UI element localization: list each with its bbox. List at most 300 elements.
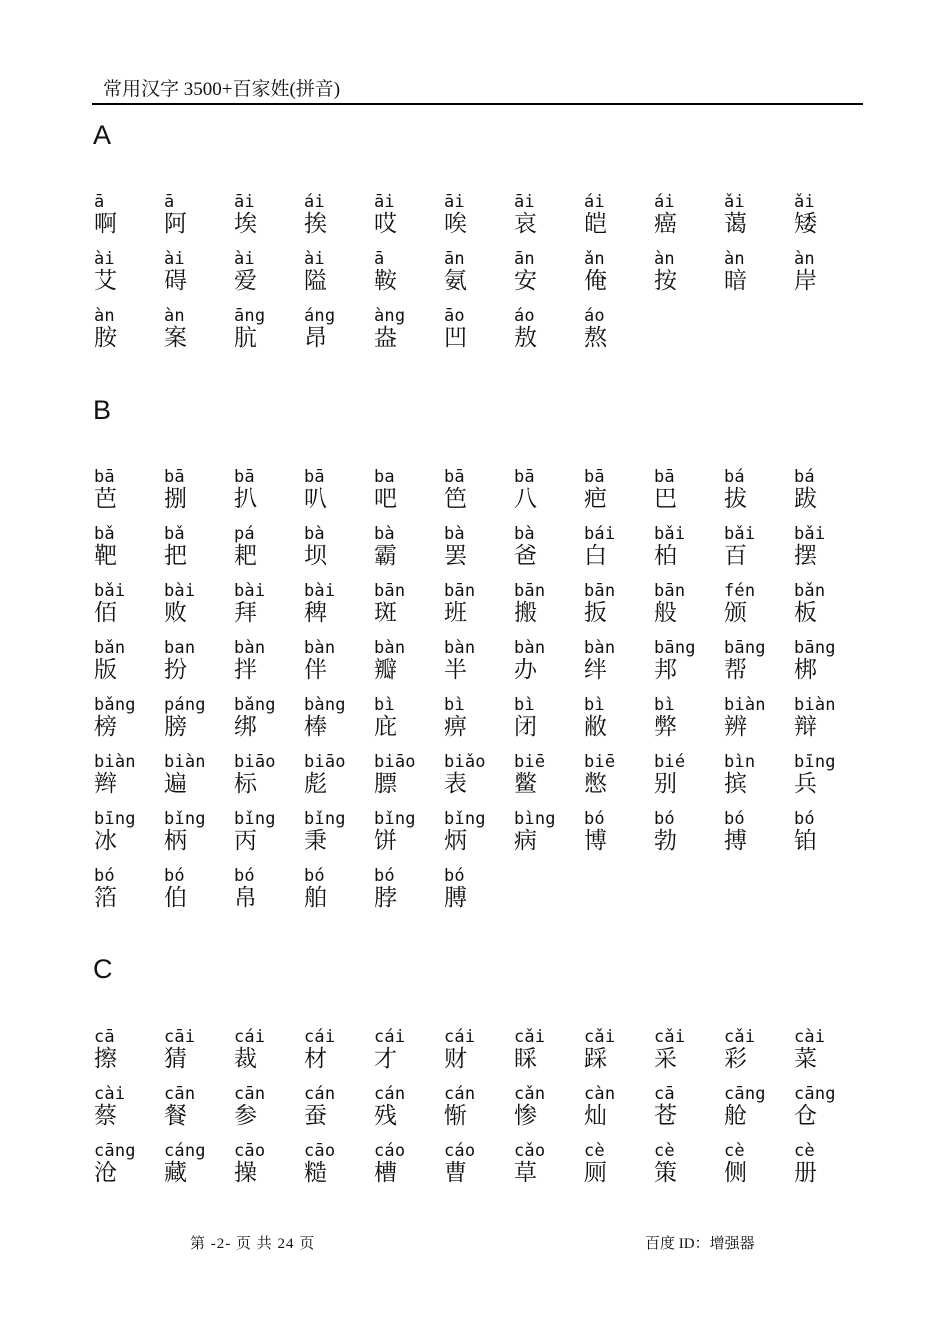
hanzi-character: 踩 [584,1046,607,1072]
hanzi-character: 扳 [584,600,607,626]
hanzi-character: 采 [654,1046,677,1072]
pinyin-label: bó [304,866,325,886]
character-entry [514,1142,584,1199]
pinyin-label: biāo [304,752,346,772]
pinyin-label: ba [374,467,395,487]
pinyin-label: bì [374,695,395,715]
character-entry [584,639,654,696]
pinyin-label: bà [374,524,395,544]
character-entry [374,810,444,867]
hanzi-character: 巴 [654,486,677,512]
hanzi-character: 辨 [724,714,747,740]
character-entry [304,1028,374,1085]
pinyin-label: bān [584,581,616,601]
hanzi-character: 敖 [514,325,537,351]
pinyin-label: bǎn [94,638,126,658]
hanzi-character: 榜 [94,714,117,740]
character-entry [94,810,164,867]
character-entry [304,696,374,753]
character-entry [584,193,654,250]
pinyin-label: bài [234,581,266,601]
character-entry [234,525,304,582]
character-entry [374,1028,444,1085]
pinyin-label: áo [584,306,605,326]
pinyin-label: àng [374,306,406,326]
hanzi-character: 板 [794,600,817,626]
character-entry [374,468,444,525]
hanzi-character: 疤 [584,486,607,512]
pinyin-label: àn [654,249,675,269]
character-entry [304,810,374,867]
hanzi-character: 别 [654,771,677,797]
hanzi-character: 案 [164,325,187,351]
pinyin-label: bǐng [234,809,276,829]
pinyin-label: bǎi [94,581,126,601]
hanzi-character: 搬 [514,600,537,626]
hanzi-character: 彪 [304,771,327,797]
character-entry [794,193,864,250]
pinyin-label: bīng [794,752,836,772]
pinyin-label: bìng [514,809,556,829]
character-entry [374,1142,444,1199]
character-entry [724,582,794,639]
pinyin-label: càn [584,1084,616,1104]
hanzi-character: 班 [444,600,467,626]
section-letter-a: A [93,120,112,150]
pinyin-label: bǐng [164,809,206,829]
hanzi-character: 艾 [94,268,117,294]
character-entry [234,810,304,867]
pinyin-label: ài [94,249,115,269]
pinyin-label: bǎng [94,695,136,715]
hanzi-character: 材 [304,1046,327,1072]
pinyin-label: cè [794,1141,815,1161]
pinyin-label: ái [584,192,605,212]
hanzi-character: 草 [514,1160,537,1186]
character-entry [584,1028,654,1085]
hanzi-character: 盎 [374,325,397,351]
hanzi-character: 餐 [164,1103,187,1129]
pinyin-label: cè [584,1141,605,1161]
character-entry [514,307,584,364]
character-entry [654,193,724,250]
character-entry [444,525,514,582]
hanzi-character: 册 [794,1160,817,1186]
character-entry [304,307,374,364]
hanzi-character: 才 [374,1046,397,1072]
pinyin-label: bié [654,752,686,772]
hanzi-character: 彩 [724,1046,747,1072]
character-entry [444,696,514,753]
pinyin-label: bì [584,695,605,715]
hanzi-character: 叭 [304,486,327,512]
pinyin-label: cāng [94,1141,136,1161]
character-entry [584,468,654,525]
hanzi-character: 伴 [304,657,327,683]
pinyin-label: bǐng [304,809,346,829]
character-entry [794,753,864,810]
pinyin-label: bó [794,809,815,829]
hanzi-character: 铂 [794,828,817,854]
character-entry [304,753,374,810]
pinyin-label: bā [164,467,185,487]
hanzi-character: 半 [444,657,467,683]
pinyin-label: bà [514,524,535,544]
hanzi-character: 表 [444,771,467,797]
character-entry [304,468,374,525]
character-entry [234,1085,304,1142]
character-entry [584,525,654,582]
character-entry [164,753,234,810]
pinyin-label: bó [374,866,395,886]
pinyin-label: bǎi [794,524,826,544]
hanzi-character: 膊 [444,885,467,911]
character-entry [794,468,864,525]
hanzi-character: 勃 [654,828,677,854]
hanzi-character: 哎 [374,211,397,237]
pinyin-label: bǐng [374,809,416,829]
pinyin-label: bǎ [164,524,185,544]
hanzi-character: 吧 [374,486,397,512]
pinyin-label: bài [304,581,336,601]
character-entry [374,753,444,810]
hanzi-character: 膀 [164,714,187,740]
pinyin-label: biē [584,752,616,772]
pinyin-label: cè [654,1141,675,1161]
hanzi-character: 辩 [794,714,817,740]
character-entry [724,810,794,867]
hanzi-character: 柄 [164,828,187,854]
pinyin-label: bàn [444,638,476,658]
section-letter-c: C [93,954,113,984]
character-entry [514,753,584,810]
character-entry [724,1028,794,1085]
hanzi-character: 糙 [304,1160,327,1186]
character-entry [234,250,304,307]
hanzi-character: 八 [514,486,537,512]
hanzi-character: 裁 [234,1046,257,1072]
pinyin-label: bǐng [444,809,486,829]
hanzi-character: 稗 [304,600,327,626]
pinyin-label: cái [444,1027,476,1047]
hanzi-character: 遍 [164,771,187,797]
hanzi-character: 厕 [584,1160,607,1186]
hanzi-character: 敝 [584,714,607,740]
pinyin-label: cài [94,1084,126,1104]
pinyin-label: cǎi [514,1027,546,1047]
pinyin-label: cái [374,1027,406,1047]
hanzi-character: 棒 [304,714,327,740]
hanzi-character: 膘 [374,771,397,797]
character-entry [654,639,724,696]
hanzi-character: 辫 [94,771,117,797]
hanzi-character: 猜 [164,1046,187,1072]
pinyin-label: bā [654,467,675,487]
pinyin-label: cǎn [514,1084,546,1104]
pinyin-label: āi [234,192,255,212]
hanzi-character: 帮 [724,657,747,683]
character-entry [94,867,164,924]
hanzi-character: 把 [164,543,187,569]
pinyin-label: ài [304,249,325,269]
pinyin-label: ài [164,249,185,269]
character-entry [514,582,584,639]
hanzi-character: 败 [164,600,187,626]
character-entry [724,525,794,582]
hanzi-character: 白 [584,543,607,569]
hanzi-character: 秉 [304,828,327,854]
pinyin-label: āi [444,192,465,212]
hanzi-character: 绑 [234,714,257,740]
character-entry [374,639,444,696]
character-entry [724,753,794,810]
pinyin-label: āi [374,192,395,212]
pinyin-label: cā [94,1027,115,1047]
character-entry [94,1142,164,1199]
character-entry [654,753,724,810]
hanzi-character: 邦 [654,657,677,683]
pinyin-label: cāo [234,1141,266,1161]
pinyin-label: bǎng [234,695,276,715]
hanzi-character: 蔼 [724,211,747,237]
pinyin-label: bā [234,467,255,487]
character-grid-b [94,468,864,924]
hanzi-character: 残 [374,1103,397,1129]
pinyin-label: bó [94,866,115,886]
character-entry [374,250,444,307]
hanzi-character: 搏 [724,828,747,854]
hanzi-character: 伯 [164,885,187,911]
pinyin-label: cáo [374,1141,406,1161]
character-entry [234,639,304,696]
character-entry [444,582,514,639]
character-entry [514,810,584,867]
hanzi-character: 啊 [94,211,117,237]
character-entry [94,639,164,696]
hanzi-character: 跋 [794,486,817,512]
hanzi-character: 槽 [374,1160,397,1186]
hanzi-character: 安 [514,268,537,294]
character-entry [164,250,234,307]
character-entry [444,867,514,924]
pinyin-label: bó [654,809,675,829]
hanzi-character: 霸 [374,543,397,569]
character-entry [304,1142,374,1199]
character-entry [724,468,794,525]
pinyin-label: cái [304,1027,336,1047]
pinyin-label: bān [374,581,406,601]
pinyin-label: biàn [794,695,836,715]
character-entry [654,250,724,307]
hanzi-character: 岸 [794,268,817,294]
hanzi-character: 办 [514,657,537,683]
character-entry [794,250,864,307]
pinyin-label: bá [794,467,815,487]
pinyin-label: áo [514,306,535,326]
character-entry [514,468,584,525]
character-entry [584,1142,654,1199]
pinyin-label: bá [724,467,745,487]
pinyin-label: bàng [304,695,346,715]
character-entry [794,1028,864,1085]
pinyin-label: bàn [234,638,266,658]
character-entry [584,810,654,867]
pinyin-label: bó [234,866,255,886]
character-entry [584,250,654,307]
pinyin-label: bāng [654,638,696,658]
pinyin-label: bīng [94,809,136,829]
hanzi-character: 佰 [94,600,117,626]
character-entry [794,525,864,582]
hanzi-character: 病 [514,828,537,854]
pinyin-label: cǎi [654,1027,686,1047]
hanzi-character: 舱 [724,1103,747,1129]
character-entry [304,193,374,250]
character-entry [444,753,514,810]
hanzi-character: 蔡 [94,1103,117,1129]
pinyin-label: ǎi [794,192,815,212]
hanzi-character: 闭 [514,714,537,740]
character-entry [724,696,794,753]
hanzi-character: 耙 [234,543,257,569]
character-entry [234,468,304,525]
character-entry [164,639,234,696]
character-entry [794,810,864,867]
hanzi-character: 绊 [584,657,607,683]
character-entry [444,1085,514,1142]
character-entry [374,696,444,753]
hanzi-character: 策 [654,1160,677,1186]
hanzi-character: 灿 [584,1103,607,1129]
hanzi-character: 碍 [164,268,187,294]
character-entry [444,307,514,364]
character-entry [514,696,584,753]
character-entry [164,525,234,582]
character-entry [164,696,234,753]
character-entry [584,1085,654,1142]
character-entry [304,582,374,639]
pinyin-label: cā [654,1084,675,1104]
page-number: 第 -2- 页 共 24 页 [190,1236,316,1252]
hanzi-character: 丙 [234,828,257,854]
hanzi-character: 爸 [514,543,537,569]
pinyin-label: biāo [374,752,416,772]
hanzi-character: 舶 [304,885,327,911]
pinyin-label: bā [584,467,605,487]
pinyin-label: bān [654,581,686,601]
hanzi-character: 冰 [94,828,117,854]
pinyin-label: áng [304,306,336,326]
pinyin-label: biàn [724,695,766,715]
pinyin-label: ǎi [724,192,745,212]
pinyin-label: bì [444,695,465,715]
character-entry [164,810,234,867]
character-entry [374,582,444,639]
character-entry [304,525,374,582]
hanzi-character: 梆 [794,657,817,683]
character-entry [234,307,304,364]
hanzi-character: 庇 [374,714,397,740]
pinyin-label: bān [444,581,476,601]
hanzi-character: 扮 [164,657,187,683]
character-entry [654,468,724,525]
hanzi-character: 捌 [164,486,187,512]
pinyin-label: cāng [724,1084,766,1104]
character-entry [164,1085,234,1142]
pinyin-label: bāng [794,638,836,658]
pinyin-label: cāo [304,1141,336,1161]
pinyin-label: cè [724,1141,745,1161]
pinyin-label: pá [234,524,255,544]
pinyin-label: bǎ [94,524,115,544]
hanzi-character: 睬 [514,1046,537,1072]
pinyin-label: ái [304,192,325,212]
hanzi-character: 靶 [94,543,117,569]
hanzi-character: 箔 [94,885,117,911]
pinyin-label: ā [94,192,105,212]
character-entry [304,867,374,924]
pinyin-label: cán [304,1084,336,1104]
hanzi-character: 俺 [584,268,607,294]
hanzi-character: 痹 [444,714,467,740]
character-entry [654,696,724,753]
pinyin-label: cǎo [514,1141,546,1161]
pinyin-label: bān [514,581,546,601]
character-entry [794,639,864,696]
pinyin-label: cǎi [724,1027,756,1047]
pinyin-label: páng [164,695,206,715]
pinyin-label: biāo [234,752,276,772]
character-entry [94,582,164,639]
pinyin-label: ān [444,249,465,269]
pinyin-label: biàn [164,752,206,772]
hanzi-character: 凹 [444,325,467,351]
character-entry [94,525,164,582]
character-entry [234,867,304,924]
hanzi-character: 隘 [304,268,327,294]
hanzi-character: 参 [234,1103,257,1129]
hanzi-character: 惭 [444,1103,467,1129]
hanzi-character: 笆 [444,486,467,512]
hanzi-character: 胺 [94,325,117,351]
hanzi-character: 蚕 [304,1103,327,1129]
pinyin-label: āo [444,306,465,326]
hanzi-character: 侧 [724,1160,747,1186]
hanzi-character: 氨 [444,268,467,294]
hanzi-character: 沧 [94,1160,117,1186]
hanzi-character: 拜 [234,600,257,626]
character-entry [94,468,164,525]
character-entry [444,250,514,307]
character-entry [724,250,794,307]
hanzi-character: 标 [234,771,257,797]
hanzi-character: 操 [234,1160,257,1186]
character-entry [374,193,444,250]
hanzi-character: 摆 [794,543,817,569]
character-entry [94,307,164,364]
pinyin-label: bà [304,524,325,544]
hanzi-character: 柏 [654,543,677,569]
character-entry [514,1085,584,1142]
hanzi-character: 哀 [514,211,537,237]
pinyin-label: bì [654,695,675,715]
hanzi-character: 昂 [304,325,327,351]
character-entry [304,1085,374,1142]
character-entry [94,696,164,753]
pinyin-label: biàn [94,752,136,772]
pinyin-label: cān [234,1084,266,1104]
character-entry [164,193,234,250]
